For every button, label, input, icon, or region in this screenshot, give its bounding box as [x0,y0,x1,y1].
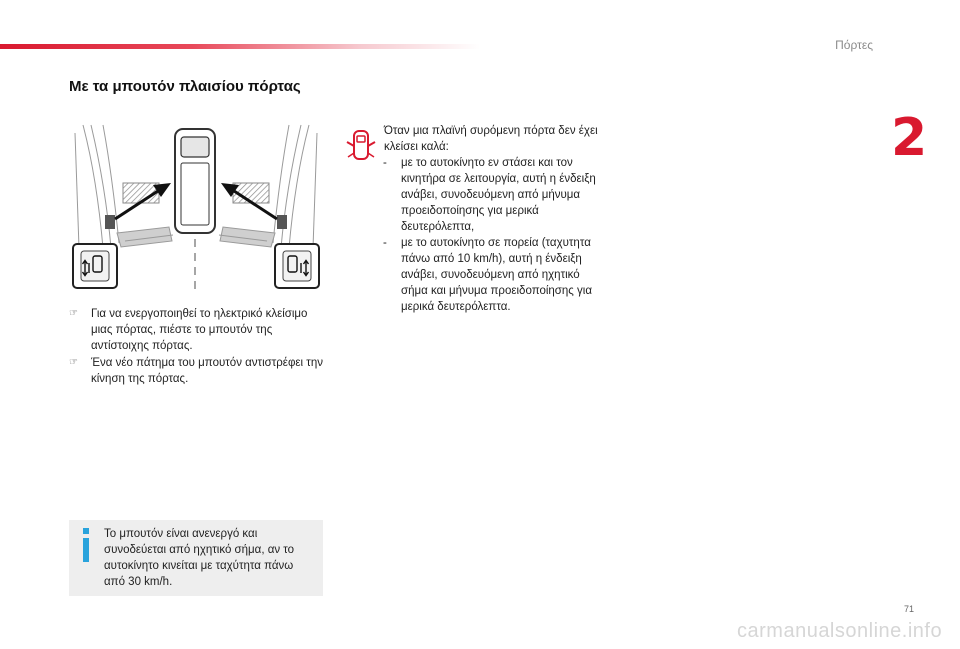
door-open-warning-icon [346,128,376,162]
van-top-view [175,129,215,233]
instruction-text: Ένα νέο πάτημα του μπουτόν αντιστρέφει την κίνηση της πόρτας. [91,357,323,385]
info-icon [81,528,91,562]
instruction-text: Για να ενεργοποιηθεί το ηλεκτρικό κλείσιμο μιας πόρτας, πιέστε το μπουτόν της αντίστοιχης πόρτας. [91,308,308,352]
warning-lead: Όταν μια πλαϊνή συρόμενη πόρτα δεν έχει κλείσει καλά: [384,125,598,153]
left-button-inset [73,244,117,288]
warning-item-text: με το αυτοκίνητο εν στάσει και τον κινητήρα σε λειτουργία, αυτή η ένδειξη ανάβει, συνοδευόμενη από μήνυμα προειδοποίησης για μερικά δευτερόλεπτα, [401,157,596,233]
info-text: Το μπουτόν είναι ανενεργό και συνοδεύεται από ηχητικό σήμα, αν το αυτοκίνητο κινείται με ταχύτητα πάνω από 30 km/h. [104,528,295,588]
pointing-hand-icon: ☞ [69,308,78,319]
right-button-inset [275,244,319,288]
instructions-list [69,306,331,388]
warning-item-text: με το αυτοκίνητο σε πορεία (ταχυτητα πάνω από 10 km/h), αυτή η ένδειξη ανάβει, συνοδευόμενη από ηχητικό σήμα και μήνυμα προειδοποίησης για μερικά δευτερόλεπτα. [401,237,592,313]
page-title: Με τα μπουτόν πλαισίου πόρτας [69,78,301,95]
instruction-item [69,306,331,354]
warning-item [384,235,604,315]
page-number: 71 [904,604,915,614]
header-accent-bar [0,44,480,49]
dash-bullet: - [383,237,387,249]
pointing-hand-icon: ☞ [69,357,78,368]
watermark: carmanualsonline.info [737,620,943,642]
warning-item [384,155,604,235]
info-box [69,520,323,596]
instruction-item [69,355,331,387]
dash-bullet: - [383,157,387,169]
right-door-button [277,215,287,229]
section-name: Πόρτες [835,38,873,52]
sliding-door-buttons-illustration [69,123,323,291]
chapter-number: 2 [891,108,928,168]
left-door-button [105,215,115,229]
warning-text [384,123,604,315]
